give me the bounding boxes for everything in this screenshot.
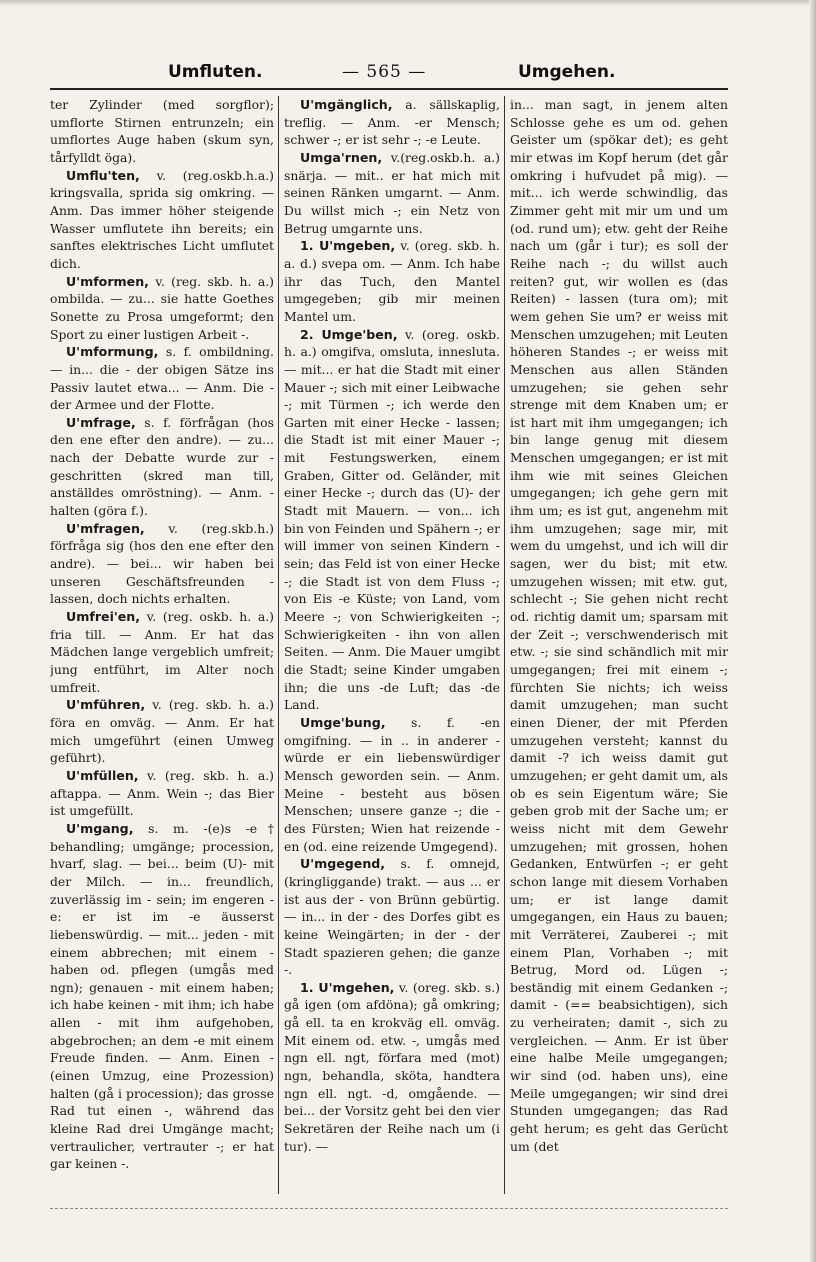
entry-headword: U'mfüllen, — [66, 767, 139, 783]
column-divider — [504, 96, 505, 1194]
entry-text: v. (reg. skb. h. a.) aftappa. — Anm. Wein -; das Bier ist umgefüllt. — [50, 767, 274, 819]
page-top-edge — [0, 0, 816, 6]
dictionary-entry — [284, 326, 500, 714]
entry-text: a. sällskaplig, treflig. — Anm. -er Mensch; schwer -; er ist sehr -; -e Leute. — [284, 97, 500, 148]
dictionary-entry — [284, 855, 500, 979]
column-3 — [510, 96, 728, 1194]
entry-headword: U'mformen, — [66, 273, 149, 289]
dictionary-entry — [50, 608, 274, 696]
header-left-guideword: Umfluten. — [168, 62, 263, 82]
dictionary-entry — [50, 820, 274, 1173]
entry-text: in... man sagt, in jenem alten Schlosse gehe es um od. gehen Geister um (spökar det); es geht mir etwas im Kopf herum (det går omkring i hufvudet på mig). — mit... ich werde schwindlig, das Zimmer geht mit mir um und um (od. rund um); etw. geht der Reihe nach um (går i tur); es soll der Reihe nach -; du willst auch reiten? gut, wir wollen es (das Reiten) - lassen (tura om); mit wem gehen Sie um? er weiss mit Menschen umzugehen; mit Leuten höheren Standes -; er weiss mit Menschen aus allen Ständen umzugehen; sie gehen sehr strenge mit dem Knaben um; er ist hart mit ihm umgegangen; ich bin lange genug mit diesem Menschen umgegangen; er ist mit ihm wie mit seines Gleichen umgegangen; ich gehe gern mit ihm um; es ist gut, angenehm mit ihm umzugehen; sage mir, mit wem du umgehst, und ich will dir sagen, wer du bist; mit etw. umzugehen wissen; mit etw. gut, schlecht -; Sie gehen nicht recht od. richtig damit um; sparsam mit der Zeit -; verschwenderisch mit etw. -; sie sind schändlich mit mir umgegangen; frei mit einem -; fürchten Sie nichts; ich weiss damit umzugehen; man sucht einen Diener, der mit Pferden umzugehen versteht; kannst du damit -? ich weiss damit gut umzugehen; er geht damit um, als ob es sein Eigentum wäre; Sie geben grob mit der Sache um; er weiss nicht mit dem Gewehr umzugehen; mit grossen, hohen Gedanken, Entwürfen -; er geht schon lange mit diesem Vorhaben um; er ist lange damit umgegangen, ein Haus zu bauen; mit Verräterei, Zauberei -; mit einem Plan, Vorhaben -; mit Betrug, Mord od. Lügen -; beständig mit einem Gedanken -; damit - (== beabsichtigen), sich zu verheiraten; damit -, sich zu vergleichen. — Anm. Er ist über eine halbe Meile umgegangen; wir sind (od. haben uns), eine Meile umgegangen; wir sind drei Stunden umgegangen; das Rad geht herum; es geht das Gerücht um (det — [510, 97, 728, 1154]
entry-headword: U'mführen, — [66, 697, 146, 713]
entry-headword: U'mfrage, — [66, 414, 136, 430]
entry-headword: 2. Umge'ben, — [300, 326, 398, 342]
entry-text: v. (reg. skb. h. a.) ombilda. — zu... sie hatte Goethes Sonette zu Prosa umgeformt; den Sport zu einer lustigen Arbeit -. — [50, 273, 274, 342]
entry-headword: U'mfragen, — [66, 520, 145, 536]
dictionary-entry — [50, 767, 274, 820]
entry-text: s. f. ombildning. — in... die - der obigen Sätze ins Passiv lautet etwa... — Anm. Die - der Armee und der Flotte. — [50, 344, 274, 413]
entry-headword: Umga'rnen, — [300, 149, 383, 165]
entry-headword: U'mgänglich, — [300, 97, 393, 112]
dictionary-entry — [50, 520, 274, 608]
page-number: — 565 — — [342, 62, 427, 82]
dictionary-entry — [284, 149, 500, 237]
dictionary-entry — [510, 96, 728, 1155]
bottom-rule — [50, 1208, 728, 1209]
running-header — [50, 62, 728, 86]
dictionary-entry — [50, 343, 274, 414]
entry-text: v. (reg.oskb.h.a.) kringsvalla, sprida sig omkring. — Anm. Das immer höher steigende Wasser umflutete ihn bereits; ein sanftes elektrisches Licht umflutet dich. — [50, 167, 274, 271]
dictionary-entry — [50, 696, 274, 767]
entry-text: ter Zylinder (med sorgflor); umflorte Stirnen entrunzeln; ein umflortes Auge haben (skum syn, tårfylldt öga). — [50, 97, 274, 165]
page-binding-edge — [809, 0, 816, 1262]
entry-headword: U'mformung, — [66, 344, 159, 360]
entry-text: v. (oreg. skb. s.) gå igen (om afdöna); gå omkring; gå ell. ta en krokväg ell. omväg. Mit einem od. etw. -, umgås med ngn ell. ngt, förfara med (mot) ngn, behandla, sköta, handtera ngn ell. ngt. -d, omgående. — bei... der Vorsitz geht bei den vier Sekretären der Reihe nach um (i tur). — — [284, 979, 500, 1154]
entry-text: v. (oreg. oskb. h. a.) omgifva, omsluta, innesluta. — mit... er hat die Stadt mit einer Mauer -; sich mit einer Leibwache -; mit Türmen -; ich werde den Garten mit einer Hecke - lassen; die Stadt ist mit einer Mauer -; mit Festungswerken, einem Graben, Gitter od. Geländer, mit einer Hecke -; durch das (U)- der Stadt mit Mauern. — von... ich bin von Feinden und Spähern -; er will immer von seinen Kindern - sein; das Feld ist von einer Hecke -; die Stadt ist von dem Fluss -; von Eis -e Küste; von Land, vom Meere -; von Schwierigkeiten -; Schwierigkeiten - ihn von allen Seiten. — Anm. Die Mauer umgibt die Stadt; seine Kinder umgaben ihn; die uns -de Luft; das -de Land. — [284, 326, 500, 713]
entry-text: s. m. -(e)s -e† behandling; umgänge; procession, hvarf, slag. — bei... beim (U)- mit der Milch. — in... freundlich, zuverlässig im - sein; im engeren -e: er ist im -e äusserst liebenswürdig. — mit... jeden - mit einem abbrechen; mit einem - haben od. pflegen (umgås med ngn); genauen - mit einem haben; ich habe keinen - mit ihm; ich habe allen - mit ihm aufgehoben, abgebrochen; an dem -e mit einem Freude finden. — Anm. Einen - (einen Umzug, eine Prozession) halten (gå i procession); das grosse Rad tut einen -, während das kleine Rad drei Umgänge macht; vertraulicher, vertrauter -; er hat gar keinen -. — [50, 820, 274, 1172]
entry-text: s. f. förfrågan (hos den ene efter den andre). — zu... nach der Debatte wurde zur - geschritten (skred man till, anställdes omröstning). — Anm. - halten (göra f.). — [50, 414, 274, 519]
header-rule — [50, 88, 728, 90]
entry-text: v. (oreg. skb. h. a. d.) svepa om. — Anm. Ich habe ihr das Tuch, den Mantel umgegeben; gib mir meinen Mantel um. — [284, 238, 500, 324]
column-divider — [278, 96, 279, 1194]
dictionary-entry — [50, 414, 274, 520]
dictionary-entry — [284, 96, 500, 149]
entry-headword: 1. U'mgehen, — [300, 979, 395, 995]
dictionary-entry — [50, 96, 274, 167]
column-1 — [50, 96, 274, 1194]
dictionary-entry — [284, 979, 500, 1156]
entry-text: v. (reg. oskb. h. a.) fria till. — Anm. Er hat das Mädchen lange vergeblich umfreit; jung entführt, im Alter noch umfreit. — [50, 609, 274, 695]
entry-headword: 1. U'mgeben, — [300, 238, 396, 254]
entry-text: v.(reg.oskb.h. a.) snärja. — mit.. er hat mich mit seinen Ränken umgarnt. — Anm. Du willst mich -; ein Netz von Betrug umgarnte uns. — [284, 149, 500, 236]
dictionary-entry — [284, 714, 500, 855]
entry-headword: Umge'bung, — [300, 714, 386, 730]
entry-text: v. (reg. skb. h. a.) föra en omväg. — Anm. Er hat mich umgeführt (einen Umweg geführt). — [50, 697, 274, 766]
dictionary-entry — [284, 237, 500, 325]
entry-text: s. f. -en omgifning. — in .. in anderer - würde er ein liebenswürdiger Mensch geworden sein. — Anm. Meine - besteht aus bösen Menschen; unsere ganze -; die - des Fürsten; Wien hat reizende -en (od. eine reizende Umgegend). — [284, 714, 500, 854]
entry-headword: Umflu'ten, — [66, 167, 140, 183]
entry-text: s. f. omnejd, (kringliggande) trakt. — aus ... er ist aus der - von Brünn gebürtig. — in... in der - des Dorfes gibt es keine Weingärten; in der - der Stadt spazieren gehen; die ganze -. — [284, 856, 500, 978]
header-right-guideword: Umgehen. — [518, 62, 616, 82]
dictionary-entry — [50, 273, 274, 344]
column-2 — [284, 96, 500, 1194]
entry-headword: Umfrei'en, — [66, 609, 141, 625]
entry-text: v. (reg.skb.h.) förfråga sig (hos den ene efter den andre). — bei... wir haben bei unseren Geschäftsfreunden - lassen, doch nichts erhalten. — [50, 520, 274, 607]
entry-headword: U'mgegend, — [300, 856, 386, 872]
dictionary-entry — [50, 167, 274, 273]
entry-headword: U'mgang, — [66, 820, 134, 836]
